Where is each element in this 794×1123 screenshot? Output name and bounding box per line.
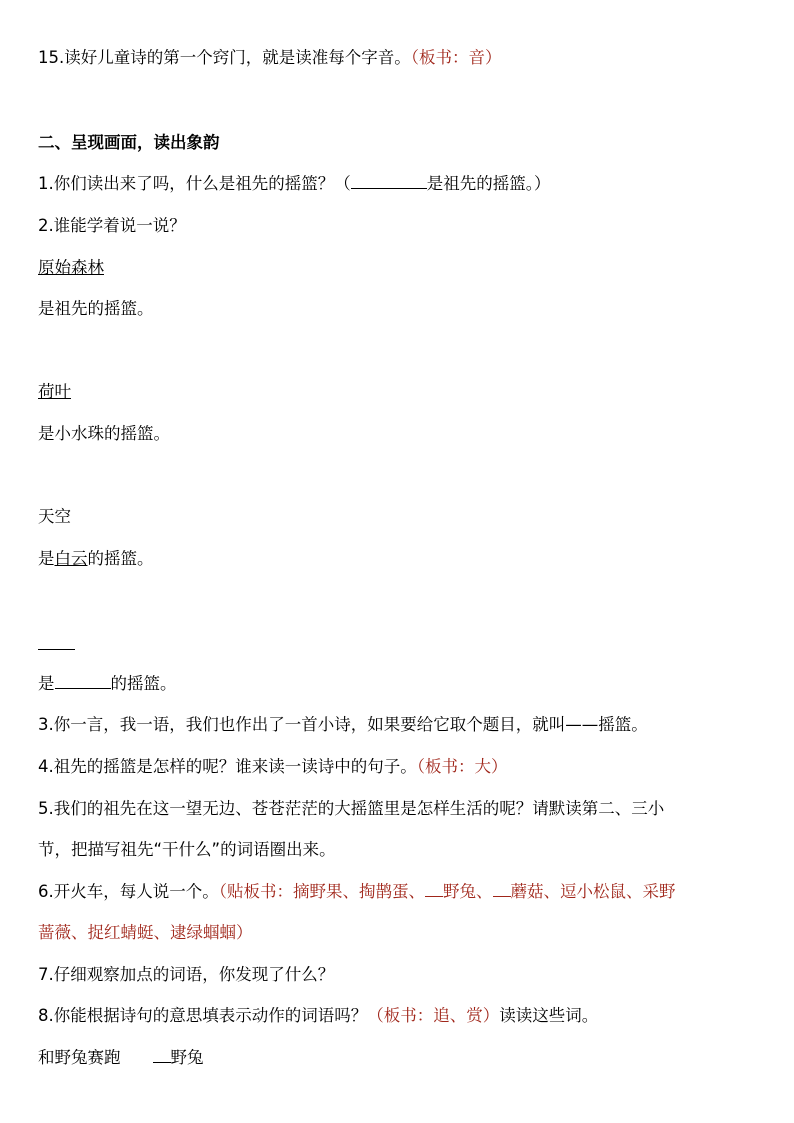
example-2-word: 荷叶 — [38, 382, 71, 401]
blackboard-note — [219, 882, 676, 901]
question-8-tail: 读读这些词。 — [499, 1006, 599, 1025]
example-3-pre: 是 — [38, 549, 55, 568]
blank-line — [351, 172, 427, 189]
phrase-right: 野兔 — [170, 1048, 204, 1067]
question-6-line-2: 蔷薇、捉红蜻蜓、逮绿蝈蝈） — [38, 923, 253, 942]
example-3-underlined: 白云 — [54, 549, 88, 568]
example-3-rest — [38, 547, 154, 571]
question-8-text: 8.你能根据诗句的意思填表示动作的词语吗？ — [38, 1006, 368, 1025]
section-heading-2: 二、呈现画面，读出象韵 — [38, 133, 220, 152]
question-5-line-2: 节，把描写祖先“干什么”的词语圈出来。 — [38, 840, 336, 859]
note-part: 野兔、 — [443, 882, 493, 901]
question-8 — [38, 1004, 598, 1028]
question-6-text: 6.开火车，每人说一个。 — [38, 882, 219, 901]
blackboard-note: （板书：音） — [410, 48, 502, 67]
question-4-text: 4.祖先的摇篮是怎样的呢？谁来读一读诗中的句子。 — [38, 757, 417, 776]
last-line — [38, 1046, 204, 1070]
line-15-text: 15.读好儿童诗的第一个窍门，就是读准每个字音。 — [38, 48, 411, 67]
question-2: 2.谁能学着说一说？ — [38, 216, 186, 235]
line-15 — [38, 46, 502, 70]
phrase-left: 和野兔赛跑 — [38, 1048, 121, 1067]
example-1-word: 原始森林 — [38, 258, 104, 277]
note-part: （贴板书：摘野果、掏鹊蛋、 — [218, 882, 425, 901]
blank-line — [38, 649, 75, 650]
example-1-rest: 是祖先的摇篮。 — [38, 299, 154, 318]
question-1-tail: 是祖先的摇篮。） — [426, 174, 551, 193]
question-5-line-1: 5.我们的祖先在这一望无边、苍苍茫茫的大摇篮里是怎样生活的呢？请默读第二、三小 — [38, 799, 665, 818]
example-4 — [38, 672, 177, 696]
example-4-pre: 是 — [38, 674, 55, 693]
example-3-word: 天空 — [38, 507, 71, 526]
example-3-post: 的摇篮。 — [87, 549, 154, 568]
question-7: 7.仔细观察加点的词语，你发现了什么？ — [38, 965, 335, 984]
question-1 — [38, 172, 551, 196]
blackboard-note: （板书：追、赏） — [367, 1006, 500, 1025]
blank-line — [55, 672, 111, 689]
blank-line — [425, 880, 443, 897]
note-part: 蘑菇、逗小松鼠、采野 — [510, 882, 676, 901]
blackboard-note: （板书：大） — [416, 757, 508, 776]
question-4 — [38, 755, 508, 779]
blank-line — [153, 1046, 171, 1063]
example-4-post: 的摇篮。 — [110, 674, 177, 693]
blank-line — [493, 880, 511, 897]
example-2-rest: 是小水珠的摇篮。 — [38, 424, 170, 443]
question-3: 3.你一言，我一语，我们也作出了一首小诗，如果要给它取个题目，就叫——摇篮。 — [38, 715, 648, 734]
question-1-text: 1.你们读出来了吗，什么是祖先的摇篮？（ — [38, 174, 351, 193]
question-6-line-1 — [38, 880, 676, 904]
